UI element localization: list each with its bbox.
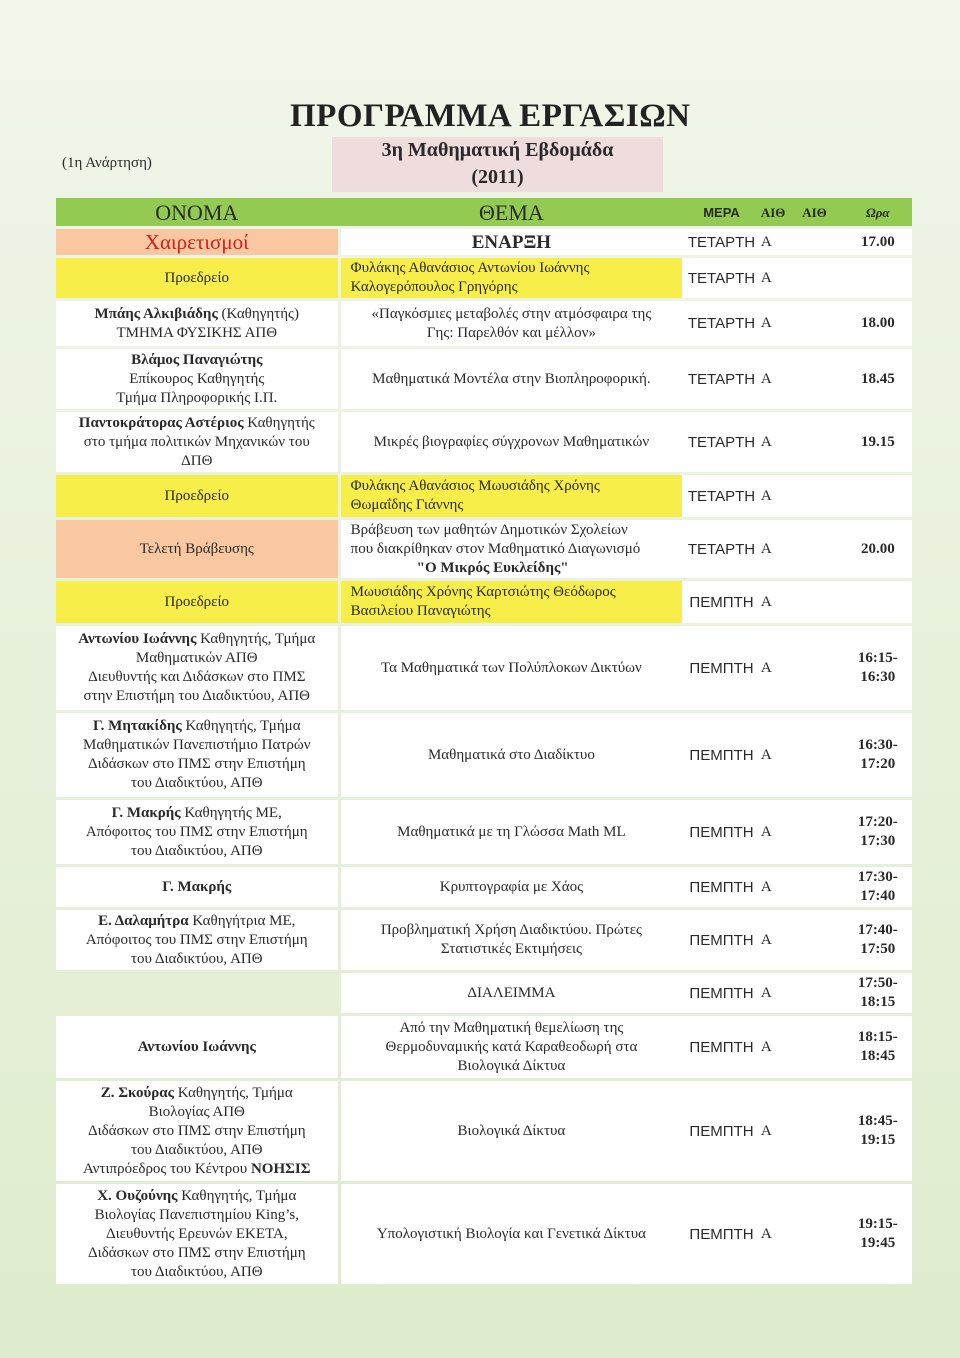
header-day: ΜΕΡΑ	[682, 198, 761, 226]
row-time: 17:40- 17:50	[844, 910, 912, 970]
row-topic: Υπολογιστική Βιολογία και Γενετικά Δίκτυα	[341, 1184, 683, 1284]
row-day: ΠΕΜΠΤΗ	[682, 910, 761, 970]
row-topic: Από την Μαθηματική θεμελίωση της Θερμοδυναμικής κατά Καραθεοδωρή στα Βιολογικά Δίκτυα	[341, 1016, 683, 1078]
row-aith: Α	[761, 626, 802, 710]
header-topic: ΘΕΜΑ	[341, 198, 683, 226]
schedule-table	[56, 195, 912, 1287]
table-row	[56, 626, 912, 710]
table-row	[56, 520, 912, 578]
row-name: Προεδρείο	[56, 581, 338, 623]
row-aith: Α	[761, 800, 802, 864]
posting-note: (1η Ανάρτηση)	[62, 155, 152, 171]
table-row	[56, 910, 912, 970]
row-topic: Βράβευση των μαθητών Δημοτικών Σχολείων που διακρίθηκαν στον Μαθηματικό Διαγωνισμό "Ο Μικρός Ευκλείδης"	[341, 520, 683, 578]
page-subtitle	[332, 137, 663, 192]
table-row	[56, 1184, 912, 1284]
subtitle-line1: 3η Μαθηματική Εβδομάδα	[381, 139, 614, 161]
row-topic: «Παγκόσμιες μεταβολές στην ατμόσφαιρα της Γης: Παρελθόν και μέλλον»	[341, 301, 683, 346]
row-topic: Κρυπτογραφία με Χάος	[341, 867, 683, 907]
row-name: Αντωνίου Ιωάννης Καθηγητής, Τμήμα Μαθηματικών ΑΠΘ Διευθυντής και Διδάσκων στο ΠΜΣ στην Επιστήμη του Διαδικτύου, ΑΠΘ	[56, 626, 338, 710]
row-time	[844, 258, 912, 298]
row-day: ΠΕΜΠΤΗ	[682, 1081, 761, 1181]
row-aith: Α	[761, 867, 802, 907]
table-row	[56, 1016, 912, 1078]
row-topic: Μικρές βιογραφίες σύγχρονων Μαθηματικών	[341, 412, 683, 472]
row-time	[844, 581, 912, 623]
header-time: Ωρα	[844, 198, 912, 226]
row-topic: Φυλάκης Αθανάσιος Μωυσιάδης Χρόνης Θωμαΐδης Γιάννης	[341, 475, 683, 517]
row-topic: Μαθηματικά στο Διαδίκτυο	[341, 713, 683, 797]
row-day: ΤΕΤΑΡΤΗ	[682, 475, 761, 517]
row-day: ΠΕΜΠΤΗ	[682, 973, 761, 1013]
row-time: 17:50- 18:15	[844, 973, 912, 1013]
table-row	[56, 867, 912, 907]
row-time: 17:20- 17:30	[844, 800, 912, 864]
table-row	[56, 349, 912, 409]
row-name: Προεδρείο	[56, 475, 338, 517]
row-aith: Α	[761, 258, 802, 298]
row-time: 18.45	[844, 349, 912, 409]
table-row	[56, 581, 912, 623]
row-name: Παντοκράτορας Αστέριος Καθηγητής στο τμήμα πολιτικών Μηχανικών του ΔΠΘ	[56, 412, 338, 472]
table-row	[56, 229, 912, 255]
row-aith: Α	[761, 581, 802, 623]
row-day: ΠΕΜΠΤΗ	[682, 626, 761, 710]
row-aith: Α	[761, 349, 802, 409]
row-aith: Α	[761, 713, 802, 797]
row-time: 19:15- 19:45	[844, 1184, 912, 1284]
row-day: ΠΕΜΠΤΗ	[682, 1016, 761, 1078]
table-header	[56, 198, 912, 226]
row-day: ΤΕΤΑΡΤΗ	[682, 520, 761, 578]
row-day: ΠΕΜΠΤΗ	[682, 1184, 761, 1284]
row-aith: Α	[761, 1081, 802, 1181]
row-name: Αντωνίου Ιωάννης	[56, 1016, 338, 1078]
table-row	[56, 713, 912, 797]
row-day: ΠΕΜΠΤΗ	[682, 713, 761, 797]
row-name: Μπάης Αλκιβιάδης (Καθηγητής) ΤΜΗΜΑ ΦΥΣΙΚΗΣ ΑΠΘ	[56, 301, 338, 346]
table-row	[56, 475, 912, 517]
row-name: Γ. Μακρής	[56, 867, 338, 907]
table-row	[56, 258, 912, 298]
row-time: 18.00	[844, 301, 912, 346]
table-row	[56, 412, 912, 472]
header-aith1: ΑΙΘ	[761, 198, 802, 226]
table-row	[56, 1081, 912, 1181]
table-row	[56, 800, 912, 864]
row-aith: Α	[761, 1184, 802, 1284]
row-day: ΤΕΤΑΡΤΗ	[682, 258, 761, 298]
row-topic: Προβληματική Χρήση Διαδικτύου. Πρώτες Στατιστικές Εκτιμήσεις	[341, 910, 683, 970]
row-aith: Α	[761, 412, 802, 472]
row-topic: Τα Μαθηματικά των Πολύπλοκων Δικτύων	[341, 626, 683, 710]
row-name: Προεδρείο	[56, 258, 338, 298]
row-name-empty	[56, 973, 338, 1013]
row-name: Βλάμος Παναγιώτης Επίκουρος Καθηγητής Τμήμα Πληροφορικής Ι.Π.	[56, 349, 338, 409]
header-name: ΟΝΟΜΑ	[56, 198, 338, 226]
row-time: 20.00	[844, 520, 912, 578]
row-day: ΠΕΜΠΤΗ	[682, 581, 761, 623]
row-topic: Μαθηματικά Μοντέλα στην Βιοπληροφορική.	[341, 349, 683, 409]
row-day: ΤΕΤΑΡΤΗ	[682, 301, 761, 346]
row-name: Ε. Δαλαμήτρα Καθηγήτρια ΜΕ, Απόφοιτος του ΠΜΣ στην Επιστήμη του Διαδικτύου, ΑΠΘ	[56, 910, 338, 970]
row-time	[844, 475, 912, 517]
row-name: Χαιρετισμοί	[56, 229, 338, 255]
row-topic: Βιολογικά Δίκτυα	[341, 1081, 683, 1181]
row-day: ΠΕΜΠΤΗ	[682, 800, 761, 864]
row-name: Ζ. Σκούρας Καθηγητής, Τμήμα Βιολογίας ΑΠΘ Διδάσκων στο ΠΜΣ στην Επιστήμη του Διαδικτύου, ΑΠΘ Αντιπρόεδρος του Κέντρου ΝΟΗΣΙΣ	[56, 1081, 338, 1181]
row-name: Χ. Ουζούνης Καθηγητής, Τμήμα Βιολογίας Πανεπιστημίου King’s, Διευθυντής Ερευνών ΕΚΕΤΑ, Διδάσκων στο ΠΜΣ στην Επιστήμη του Διαδικτύου, ΑΠΘ	[56, 1184, 338, 1284]
row-name: Γ. Μακρής Καθηγητής ΜΕ, Απόφοιτος του ΠΜΣ στην Επιστήμη του Διαδικτύου, ΑΠΘ	[56, 800, 338, 864]
row-aith: Α	[761, 1016, 802, 1078]
row-time: 17:30- 17:40	[844, 867, 912, 907]
row-aith: Α	[761, 229, 802, 255]
subtitle-line2: (2011)	[471, 166, 524, 188]
row-topic: Μωυσιάδης Χρόνης Καρτσιώτης Θεόδωρος Βασιλείου Παναγιώτης	[341, 581, 683, 623]
row-time: 16:15- 16:30	[844, 626, 912, 710]
row-name: Τελετή Βράβευσης	[56, 520, 338, 578]
row-aith: Α	[761, 973, 802, 1013]
row-aith: Α	[761, 520, 802, 578]
table-row	[56, 301, 912, 346]
row-name: Γ. Μητακίδης Καθηγητής, Τμήμα Μαθηματικών Πανεπιστήμιο Πατρών Διδάσκων στο ΠΜΣ στην Επιστήμη του Διαδικτύου, ΑΠΘ	[56, 713, 338, 797]
page-title: ΠΡΟΓΡΑΜΜΑ ΕΡΓΑΣΙΩΝ	[290, 98, 691, 134]
row-day: ΤΕΤΑΡΤΗ	[682, 412, 761, 472]
row-topic: Φυλάκης Αθανάσιος Αντωνίου Ιωάννης Καλογερόπουλος Γρηγόρης	[341, 258, 683, 298]
row-day: ΠΕΜΠΤΗ	[682, 867, 761, 907]
row-time: 16:30- 17:20	[844, 713, 912, 797]
row-aith: Α	[761, 301, 802, 346]
row-aith: Α	[761, 475, 802, 517]
row-day: ΤΕΤΑΡΤΗ	[682, 229, 761, 255]
header-aith2: ΑΙΘ	[802, 198, 843, 226]
row-aith: Α	[761, 910, 802, 970]
row-time: 18:45- 19:15	[844, 1081, 912, 1181]
row-time: 19.15	[844, 412, 912, 472]
row-day: ΤΕΤΑΡΤΗ	[682, 349, 761, 409]
row-topic: ΕΝΑΡΞΗ	[341, 229, 683, 255]
row-topic: Μαθηματικά με τη Γλώσσα Math ML	[341, 800, 683, 864]
row-time: 17.00	[844, 229, 912, 255]
row-time: 18:15- 18:45	[844, 1016, 912, 1078]
table-row	[56, 973, 912, 1013]
row-topic: ΔΙΑΛΕΙΜΜΑ	[341, 973, 683, 1013]
